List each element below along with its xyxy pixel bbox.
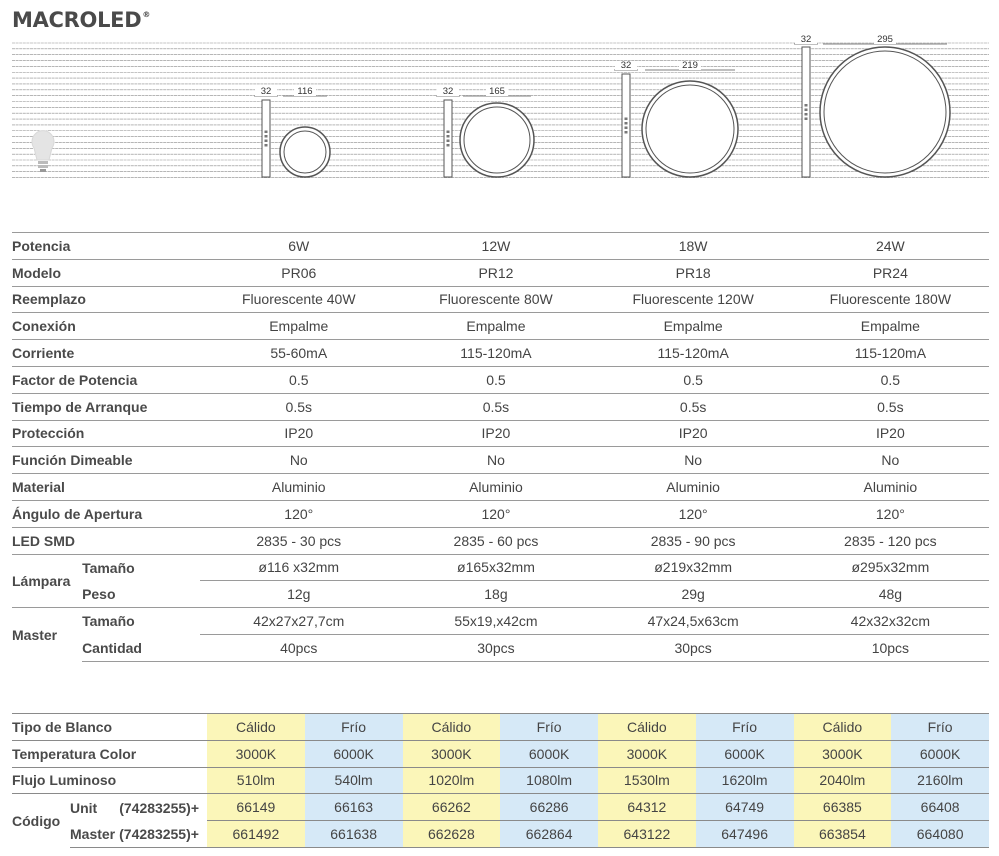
spec-value: No: [792, 447, 989, 474]
side-detail: [265, 140, 268, 143]
spec-row-factor: [12, 366, 989, 393]
spec-value: 0.5s: [595, 393, 792, 420]
spec-label: Factor de Potencia: [12, 366, 200, 393]
code-value: Cálido: [598, 714, 696, 741]
spec-value: 2835 - 120 pcs: [792, 527, 989, 554]
spec-value: 0.5s: [200, 393, 397, 420]
side-detail: [805, 118, 808, 121]
code-value: 1080lm: [500, 767, 598, 794]
side-detail: [447, 131, 450, 134]
spec-sub-label: Peso: [82, 586, 116, 602]
spec-value: PR18: [595, 259, 792, 286]
spec-label: Ángulo de Apertura: [12, 500, 200, 527]
code-value: 3000K: [794, 740, 892, 767]
panel-inner-ring: [464, 107, 530, 173]
code-type-label: Master: [70, 825, 116, 842]
spec-value: 40pcs: [200, 634, 397, 661]
spec-value: 48g: [792, 581, 989, 608]
spec-row-dimeable: [12, 447, 989, 474]
depth-dimension-label: 32: [260, 86, 272, 97]
code-value: 647496: [696, 821, 794, 848]
spec-label: LED SMD: [12, 527, 200, 554]
code-sub-label: [70, 821, 207, 848]
side-detail: [625, 127, 628, 130]
code-label: Temperatura Color: [12, 740, 207, 767]
spec-value: Fluorescente 80W: [397, 286, 594, 313]
spec-value: 0.5: [792, 366, 989, 393]
panel-side-view: [444, 100, 452, 177]
spec-value: ø219x32mm: [595, 554, 792, 581]
spec-label: Conexión: [12, 313, 200, 340]
spec-value: Aluminio: [595, 474, 792, 501]
size-comparison-diagram: [0, 0, 999, 200]
spec-value: 0.5: [397, 366, 594, 393]
code-value: 510lm: [207, 767, 305, 794]
registered-mark: ®: [142, 10, 151, 19]
code-value: 662864: [500, 821, 598, 848]
spec-label: Protección: [12, 420, 200, 447]
spec-value: Aluminio: [200, 474, 397, 501]
side-detail: [625, 118, 628, 121]
spec-value: Fluorescente 120W: [595, 286, 792, 313]
spec-value: 42x27x27,7cm: [200, 608, 397, 635]
spec-value: PR06: [200, 259, 397, 286]
code-label: Flujo Luminoso: [12, 767, 207, 794]
spec-value: 2835 - 30 pcs: [200, 527, 397, 554]
side-detail: [447, 144, 450, 147]
spec-sub-label: Cantidad: [82, 634, 200, 661]
spec-value: ø116 x32mm: [200, 554, 397, 581]
side-detail: [265, 131, 268, 134]
diameter-dimension-label: 116: [297, 86, 313, 97]
side-detail: [805, 113, 808, 116]
side-detail: [447, 135, 450, 138]
spec-row-modelo: [12, 259, 989, 286]
specifications-table: [12, 232, 989, 662]
code-label: Tipo de Blanco: [12, 714, 207, 741]
spec-value: Aluminio: [792, 474, 989, 501]
code-value: 64312: [598, 794, 696, 821]
spec-value: No: [595, 447, 792, 474]
code-value: 66286: [500, 794, 598, 821]
spec-row-reemplazo: [12, 286, 989, 313]
code-value: 663854: [794, 821, 892, 848]
spec-row-master-cantidad: [12, 634, 989, 661]
spec-value: 55-60mA: [200, 340, 397, 367]
panel-side-view: [802, 47, 810, 177]
code-value: 2040lm: [794, 767, 892, 794]
spec-value: IP20: [397, 420, 594, 447]
brand-name: MACROLED: [12, 8, 142, 32]
spec-row-lampara-tamano: [12, 554, 989, 581]
spec-value: 42x32x32cm: [792, 608, 989, 635]
code-row-tipo: [12, 714, 989, 741]
code-value: 66262: [403, 794, 501, 821]
spec-value: Empalme: [595, 313, 792, 340]
panel-drawing-1: [254, 86, 330, 177]
spec-value: ø295x32mm: [792, 554, 989, 581]
spec-value: PR24: [792, 259, 989, 286]
panel-drawing-3: [614, 60, 738, 177]
spec-row-material: [12, 474, 989, 501]
depth-dimension-label: 32: [442, 86, 454, 97]
spec-value: No: [397, 447, 594, 474]
code-value: Cálido: [794, 714, 892, 741]
code-value: 66149: [207, 794, 305, 821]
panel-inner-ring: [824, 51, 946, 173]
diameter-dimension-label: 295: [877, 34, 893, 45]
side-detail: [447, 140, 450, 143]
code-value: 66163: [305, 794, 403, 821]
code-prefix: (74283255)+: [119, 799, 200, 816]
code-value: Frío: [500, 714, 598, 741]
spec-value: 29g: [595, 581, 792, 608]
code-value: 1620lm: [696, 767, 794, 794]
spec-value: 12W: [397, 233, 594, 260]
panel-inner-ring: [646, 85, 734, 173]
code-value: Cálido: [403, 714, 501, 741]
side-detail: [265, 135, 268, 138]
code-value: 3000K: [598, 740, 696, 767]
spec-label: Material: [12, 474, 200, 501]
spec-value: 115-120mA: [792, 340, 989, 367]
code-value: 540lm: [305, 767, 403, 794]
spec-value: 24W: [792, 233, 989, 260]
spec-value: Empalme: [200, 313, 397, 340]
spec-value: 0.5: [595, 366, 792, 393]
spec-label: Función Dimeable: [12, 447, 200, 474]
spec-row-lampara-peso: [12, 581, 989, 608]
code-value: Frío: [696, 714, 794, 741]
spec-value: Fluorescente 40W: [200, 286, 397, 313]
code-value: Frío: [891, 714, 989, 741]
panel-inner-ring: [284, 131, 326, 173]
panel-drawing-2: [436, 86, 534, 177]
spec-group-label: Lámpara: [12, 554, 82, 608]
spec-value: Fluorescente 180W: [792, 286, 989, 313]
spec-value: 30pcs: [397, 634, 594, 661]
spec-value: No: [200, 447, 397, 474]
panel-side-view: [262, 100, 270, 177]
panel-drawing-4: [794, 34, 950, 177]
spec-row-conexion: [12, 313, 989, 340]
code-value: 664080: [891, 821, 989, 848]
code-value: 661492: [207, 821, 305, 848]
spec-label: Potencia: [12, 233, 200, 260]
code-value: 643122: [598, 821, 696, 848]
side-detail: [625, 131, 628, 134]
panel-side-view: [622, 74, 630, 177]
spec-value: 12g: [200, 581, 397, 608]
side-detail: [625, 122, 628, 125]
depth-dimension-label: 32: [620, 60, 632, 71]
code-value: 2160lm: [891, 767, 989, 794]
spec-value: 115-120mA: [595, 340, 792, 367]
code-value: 6000K: [696, 740, 794, 767]
diameter-dimension-label: 219: [682, 60, 698, 71]
spec-value: 47x24,5x63cm: [595, 608, 792, 635]
diameter-dimension-label: 165: [489, 86, 505, 97]
spec-row-potencia: [12, 233, 989, 260]
spec-value: 0.5s: [397, 393, 594, 420]
side-detail: [265, 144, 268, 147]
code-value: 1530lm: [598, 767, 696, 794]
spec-value: 18W: [595, 233, 792, 260]
spec-value: 18g: [397, 581, 594, 608]
spec-value: 120°: [792, 500, 989, 527]
spec-value: ø165x32mm: [397, 554, 594, 581]
spec-label: Tiempo de Arranque: [12, 393, 200, 420]
code-value: 66408: [891, 794, 989, 821]
spec-value: 120°: [595, 500, 792, 527]
spec-label: Reemplazo: [12, 286, 200, 313]
spec-value: 2835 - 60 pcs: [397, 527, 594, 554]
code-group-label: Código: [12, 794, 70, 848]
spec-value: 0.5: [200, 366, 397, 393]
code-value: 3000K: [207, 740, 305, 767]
code-value: 1020lm: [403, 767, 501, 794]
spec-row-corriente: [12, 340, 989, 367]
code-value: 662628: [403, 821, 501, 848]
spec-row-master-tamano: [12, 608, 989, 635]
spec-value: 6W: [200, 233, 397, 260]
spec-value: IP20: [792, 420, 989, 447]
code-value: 3000K: [403, 740, 501, 767]
code-sub-label: [70, 794, 207, 821]
code-row-temperatura: [12, 740, 989, 767]
code-row-unit: [12, 794, 989, 821]
spec-value: 55x19,x42cm: [397, 608, 594, 635]
spec-sub-label: Tamaño: [82, 554, 200, 581]
code-value: 6000K: [891, 740, 989, 767]
codes-table: [12, 713, 989, 848]
spec-value: Empalme: [792, 313, 989, 340]
code-prefix: (74283255)+: [119, 825, 199, 842]
code-value: 64749: [696, 794, 794, 821]
spec-sub-label: Tamaño: [82, 608, 200, 635]
side-detail: [805, 104, 808, 107]
code-row-master: [12, 821, 989, 848]
spec-value: Empalme: [397, 313, 594, 340]
spec-value: IP20: [595, 420, 792, 447]
spec-row-led: [12, 527, 989, 554]
code-value: Frío: [305, 714, 403, 741]
spec-value: Aluminio: [397, 474, 594, 501]
side-detail: [805, 109, 808, 112]
code-value: 661638: [305, 821, 403, 848]
spec-value: PR12: [397, 259, 594, 286]
spec-value: 115-120mA: [397, 340, 594, 367]
code-value: Cálido: [207, 714, 305, 741]
code-value: 6000K: [305, 740, 403, 767]
code-value: 6000K: [500, 740, 598, 767]
spec-label: Modelo: [12, 259, 200, 286]
spec-value: 30pcs: [595, 634, 792, 661]
spec-row-arranque: [12, 393, 989, 420]
spec-value: IP20: [200, 420, 397, 447]
spec-row-angulo: [12, 500, 989, 527]
spec-value: 10pcs: [792, 634, 989, 661]
spec-group-label: Master: [12, 608, 82, 662]
spec-label: Corriente: [12, 340, 200, 367]
spec-value: 120°: [397, 500, 594, 527]
spec-value: 0.5s: [792, 393, 989, 420]
spec-row-proteccion: [12, 420, 989, 447]
spec-value: 2835 - 90 pcs: [595, 527, 792, 554]
spec-value: 120°: [200, 500, 397, 527]
code-type-label: Unit: [70, 799, 98, 816]
code-value: 66385: [794, 794, 892, 821]
code-row-flujo: [12, 767, 989, 794]
depth-dimension-label: 32: [800, 34, 812, 45]
